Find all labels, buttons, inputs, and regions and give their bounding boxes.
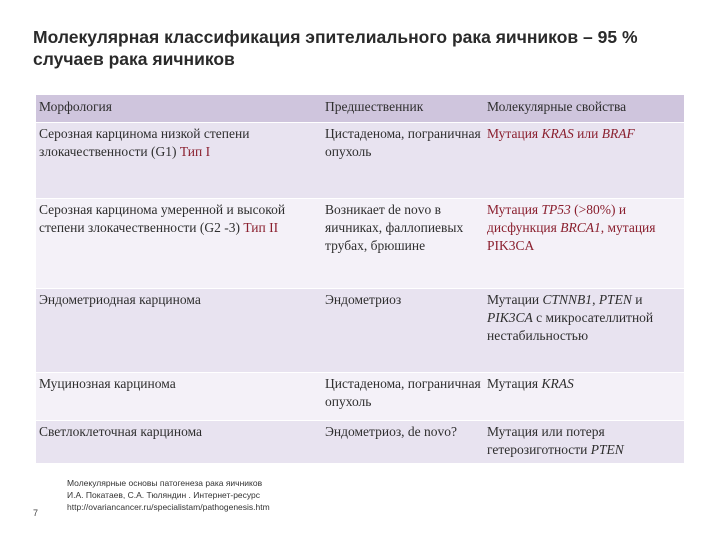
cell-text: PTEN	[590, 442, 624, 457]
cell-text: Возникает de novo в яичниках, фаллопиевых трубах, брюшине	[325, 202, 464, 253]
cell-text: , мутация PIK3CA	[487, 220, 656, 253]
reference-line: Молекулярные основы патогенеза рака яичников	[67, 478, 263, 488]
table-row	[36, 199, 684, 289]
header-molecular: Молекулярные свойства	[484, 95, 684, 123]
table-row	[36, 123, 684, 199]
cell-text: PIK3CA	[487, 310, 533, 325]
table-row	[36, 289, 684, 373]
cell-precursor	[322, 123, 484, 199]
cell-text: BRAF	[601, 126, 635, 141]
cell-text: Мутация	[487, 126, 542, 141]
cell-precursor	[322, 373, 484, 421]
cell-morphology	[36, 373, 322, 421]
table-row	[36, 421, 684, 463]
slide-title: Молекулярная классификация эпителиального рака яичников – 95 % случаев рака яичников	[33, 27, 638, 69]
table-row	[36, 373, 684, 421]
table-body	[36, 123, 684, 463]
reference-note	[67, 477, 387, 513]
cell-text: Мутация	[487, 376, 542, 391]
table-header-row	[36, 95, 684, 123]
cell-molecular	[484, 373, 684, 421]
cell-text: (>80%) и дисфункция	[487, 202, 627, 235]
cell-text: Серозная карцинома умеренной и высокой степени злокачественности (G2 -3)	[39, 202, 286, 235]
cell-text: BRCA1	[560, 220, 601, 235]
cell-text: ,	[592, 292, 599, 307]
cell-molecular	[484, 123, 684, 199]
cell-text: Цистаденома, пограничная опухоль	[325, 376, 481, 409]
cell-text: Мутации	[487, 292, 543, 307]
cell-precursor	[322, 421, 484, 463]
cell-molecular	[484, 421, 684, 463]
cell-text: Эндометриодная карцинома	[39, 292, 201, 307]
cell-text: PTEN	[598, 292, 632, 307]
classification-table	[36, 94, 684, 463]
cell-text: Эндометриоз, de novo?	[325, 424, 458, 439]
cell-morphology	[36, 123, 322, 199]
cell-text: TP53	[541, 202, 571, 217]
cell-text: Тип II	[243, 220, 279, 235]
cell-text: KRAS	[541, 126, 574, 141]
cell-text: с микросателлитной нестабильностью	[487, 310, 654, 343]
reference-line: И.А. Покатаев, С.А. Тюляндин . Интернет-ресурс	[67, 490, 261, 500]
header-morphology: Морфология	[36, 95, 322, 123]
cell-text: Цистаденома, пограничная опухоль	[325, 126, 481, 159]
cell-morphology	[36, 199, 322, 289]
header-precursor: Предшественник	[322, 95, 484, 123]
cell-text: Мутация или потеря гетерозиготности	[487, 424, 605, 457]
cell-molecular	[484, 289, 684, 373]
cell-text: Светлоклеточная карцинома	[39, 424, 203, 439]
cell-morphology	[36, 421, 322, 463]
cell-text: или	[573, 126, 602, 141]
reference-url: http://ovariancancer.ru/specialistam/pathogenesis.htm	[67, 502, 270, 512]
page-number: 7	[33, 508, 39, 518]
cell-precursor	[322, 289, 484, 373]
cell-text: Муцинозная карцинома	[39, 376, 176, 391]
cell-precursor	[322, 199, 484, 289]
cell-text: и	[631, 292, 643, 307]
cell-text: Тип I	[179, 144, 211, 159]
cell-text: Эндометриоз	[325, 292, 402, 307]
cell-text: CTNNB1	[542, 292, 593, 307]
cell-text: Мутация	[487, 202, 542, 217]
cell-text: Серозная карцинома низкой степени злокачественности (G1)	[39, 126, 250, 159]
cell-molecular	[484, 199, 684, 289]
cell-text: KRAS	[541, 376, 574, 391]
cell-morphology	[36, 289, 322, 373]
